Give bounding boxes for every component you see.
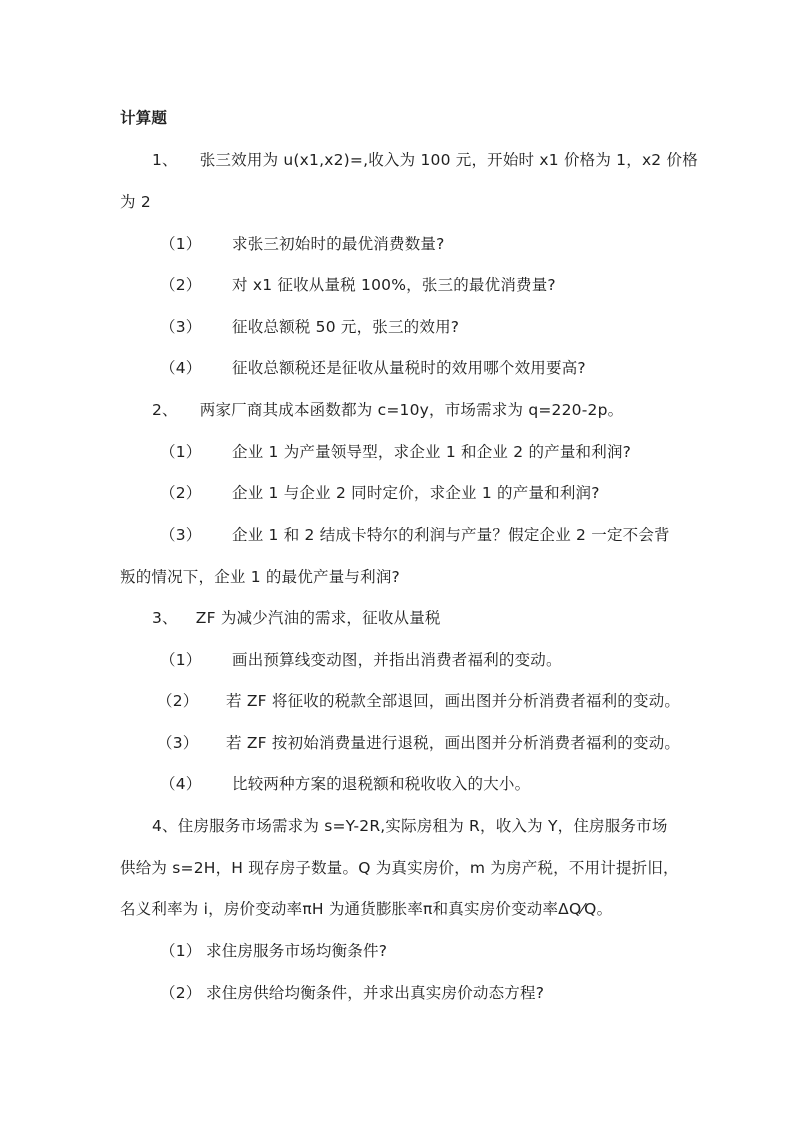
subquestion-number: （2） bbox=[160, 984, 202, 1002]
subquestion-continuation: 叛的情况下，企业 1 的最优产量与利润? bbox=[120, 568, 400, 586]
subquestion bbox=[160, 525, 670, 545]
subquestion-text: 画出预算线变动图，并指出消费者福利的变动。 bbox=[232, 651, 562, 669]
subquestion bbox=[160, 275, 556, 295]
question-text: ZF 为减少汽油的需求，征收从量税 bbox=[195, 609, 441, 627]
subquestion bbox=[160, 774, 530, 794]
question-1 bbox=[152, 150, 698, 170]
subquestion bbox=[160, 983, 544, 1003]
subquestion bbox=[160, 317, 459, 337]
subquestion-number: （4） bbox=[160, 775, 202, 793]
subquestion bbox=[160, 941, 387, 961]
question-4: 4、住房服务市场需求为 s=Y-2R,实际房租为 R，收入为 Y，住房服务市场 bbox=[152, 817, 668, 835]
subquestion bbox=[157, 733, 680, 753]
subquestion bbox=[157, 691, 680, 711]
subquestion-text: 若 ZF 按初始消费量进行退税，画出图并分析消费者福利的变动。 bbox=[226, 734, 681, 752]
subquestion bbox=[160, 650, 562, 670]
subquestion-number: （3） bbox=[160, 318, 202, 336]
document-title: 计算题 bbox=[120, 109, 168, 127]
subquestion-text: 企业 1 为产量领导型，求企业 1 和企业 2 的产量和利润? bbox=[232, 443, 632, 461]
subquestion-text: 求住房服务市场均衡条件? bbox=[206, 942, 388, 960]
question-text: 两家厂商其成本函数都为 c=10y，市场需求为 q=220-2p。 bbox=[199, 401, 624, 419]
subquestion-text: 对 x1 征收从量税 100%，张三的最优消费量? bbox=[232, 276, 556, 294]
subquestion-number: （4） bbox=[160, 359, 202, 377]
question-number: 1、 bbox=[152, 151, 178, 169]
subquestion-number: （1） bbox=[160, 443, 202, 461]
subquestion bbox=[160, 358, 586, 378]
question-4-continuation: 名义利率为 i，房价变动率πH 为通货膨胀率π和真实房价变动率ΔQ⁄Q。 bbox=[120, 900, 613, 918]
subquestion-number: （1） bbox=[160, 651, 202, 669]
subquestion-text: 若 ZF 将征收的税款全部退回，画出图并分析消费者福利的变动。 bbox=[226, 692, 681, 710]
question-number: 3、 bbox=[152, 609, 178, 627]
subquestion-text: 求住房供给均衡条件，并求出真实房价动态方程? bbox=[206, 984, 545, 1002]
subquestion-number: （1） bbox=[160, 235, 202, 253]
subquestion-text: 征收总额税 50 元，张三的效用? bbox=[232, 318, 460, 336]
question-4-continuation: 供给为 s=2H，H 现存房子数量。Q 为真实房价，m 为房产税，不用计提折旧， bbox=[120, 859, 679, 877]
subquestion-number: （2） bbox=[160, 276, 202, 294]
subquestion-number: （3） bbox=[157, 734, 199, 752]
question-text: 张三效用为 u(x1,x2)=,收入为 100 元，开始时 x1 价格为 1，x2 价格 bbox=[199, 151, 698, 169]
question-1-continuation: 为 2 bbox=[120, 193, 151, 211]
subquestion bbox=[160, 234, 445, 254]
subquestion-text: 求张三初始时的最优消费数量? bbox=[232, 235, 445, 253]
question-number: 2、 bbox=[152, 401, 178, 419]
subquestion-text: 征收总额税还是征收从量税时的效用哪个效用要高? bbox=[232, 359, 586, 377]
subquestion-number: （1） bbox=[160, 942, 202, 960]
subquestion-number: （2） bbox=[160, 484, 202, 502]
question-2 bbox=[152, 400, 623, 420]
subquestion bbox=[160, 483, 600, 503]
subquestion-text: 企业 1 与企业 2 同时定价，求企业 1 的产量和利润? bbox=[232, 484, 600, 502]
question-3 bbox=[152, 608, 441, 628]
subquestion bbox=[160, 442, 631, 462]
subquestion-number: （2） bbox=[157, 692, 199, 710]
subquestion-text: 企业 1 和 2 结成卡特尔的利润与产量？假定企业 2 一定不会背 bbox=[232, 526, 670, 544]
subquestion-number: （3） bbox=[160, 526, 202, 544]
subquestion-text: 比较两种方案的退税额和税收收入的大小。 bbox=[232, 775, 531, 793]
